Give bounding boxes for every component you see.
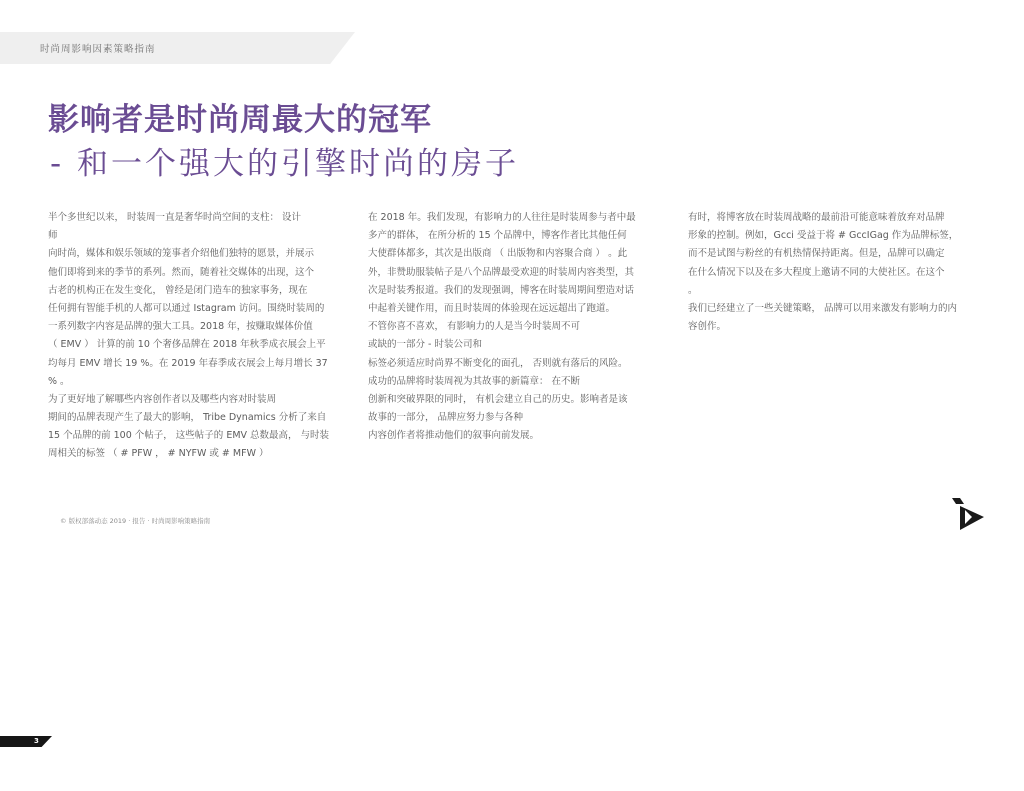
paragraph-line: 多产的群体， 在所分析的 15 个品牌中，博客作者比其他任何 [368,230,627,242]
paragraph-line: 内容创作者将推动他们的叙事向前发展。 [368,430,540,442]
page-number-badge [0,736,52,747]
text-column-1 [48,209,340,464]
paragraph-line: 。 [688,284,698,296]
paragraph-line: 形象的控制。例如，Gcci 受益于将 # GccIGag 作为品牌标签， [688,230,959,242]
paragraph-line: 我们已经建立了一些关键策略， 品牌可以用来激发有影响力的内 [688,302,958,314]
paragraph-line: 在 2018 年。我们发现，有影响力的人往往是时装周参与者中最 [368,212,636,223]
paragraph-line: 创新和突破界限的同时， 有机会建立自己的历史。影响者是该 [368,393,628,405]
page-subtitle: - 和一个强大的引擎时尚的房子 [50,146,520,182]
paragraph-line: （ EMV ） 计算的前 10 个奢侈品牌在 2018 年秋季成衣展会上平 [48,339,326,351]
paragraph-line: 容创作。 [688,321,727,333]
paragraph-line: 成功的品牌将时装周视为其故事的新篇章： 在不断 [368,375,581,387]
paragraph-line: 标签必须适应时尚界不断变化的面孔， 否则就有落后的风险。 [368,357,628,369]
paragraph-line: 有时，将博客放在时装周战略的最前沿可能意味着放弃对品牌 [688,212,945,223]
paragraph-line: 师 [48,230,58,242]
paragraph-line: 为了更好地了解哪些内容创作者以及哪些内容对时装周 [48,393,277,405]
paragraph-line: 均每月 EMV 增长 19 %。在 2019 年春季成衣展会上每月增长 37 [48,357,328,369]
paragraph-line: 周相关的标签 （ # PFW ， # NYFW 或 # MFW ） [48,448,269,460]
text-column-3 [688,209,983,336]
paragraph-line: 外，非赞助服装帖子是八个品牌最受欢迎的时装周内容类型，其 [368,266,635,278]
paragraph-line: 任何拥有智能手机的人都可以通过 Istagram 访问。围绕时装周的 [48,302,325,314]
paragraph-line: 中起着关键作用，而且时装周的体验现在远远超出了跑道。 [368,302,616,314]
paragraph-line: 半个多世纪以来， 时装周一直是奢华时尚空间的支柱： 设计 [48,212,302,223]
paragraph-line: 或缺的一部分 - 时装公司和 [368,339,482,351]
paragraph-line: 在什么情况下以及在多大程度上邀请不同的大使社区。在这个 [688,266,945,278]
paragraph-line: 次是时装秀报道。我们的发现强调，博客在时装周期间塑造对话 [368,284,635,296]
paragraph-line: 古老的机构正在发生变化， 曾经是闭门造车的独家事务，现在 [48,284,308,296]
footer-copyright: © 版权部落动态 2019 · 报告 · 时尚周影响策略指南 [60,517,211,525]
paragraph-line: 15 个品牌的前 100 个帖子， 这些帖子的 EMV 总数最高， 与时装 [48,430,330,442]
paragraph-line: 他们即将到来的季节的系列。然而，随着社交媒体的出现，这个 [48,266,315,278]
paragraph-line: 期间的品牌表现产生了最大的影响， Tribe Dynamics 分析了来自 [48,412,327,424]
paragraph-line: 而不是试图与粉丝的有机热情保持距离。但是，品牌可以确定 [688,248,945,260]
header-label: 时尚周影响因素策略指南 [40,44,156,55]
paragraph-line: 一系列数字内容是品牌的强大工具。2018 年，按赚取媒体价值 [48,321,313,333]
text-column-2 [368,209,660,445]
page-number: 3 [34,737,39,745]
page-title: 影响者是时尚周最大的冠军 [48,102,432,138]
paragraph-line: 向时尚，媒体和娱乐领域的笼事者介绍他们独特的愿景，并展示 [48,248,315,260]
tribe-dynamics-logo-icon [950,496,986,532]
paragraph-line: 大使群体都多，其次是出版商 （ 出版物和内容聚合商 ） 。此 [368,248,628,260]
paragraph-line: 故事的一部分， 品牌应努力参与各种 [368,412,524,424]
paragraph-line: 不管你喜不喜欢， 有影响力的人是当今时装周不可 [368,321,581,333]
paragraph-line: % 。 [48,375,70,387]
